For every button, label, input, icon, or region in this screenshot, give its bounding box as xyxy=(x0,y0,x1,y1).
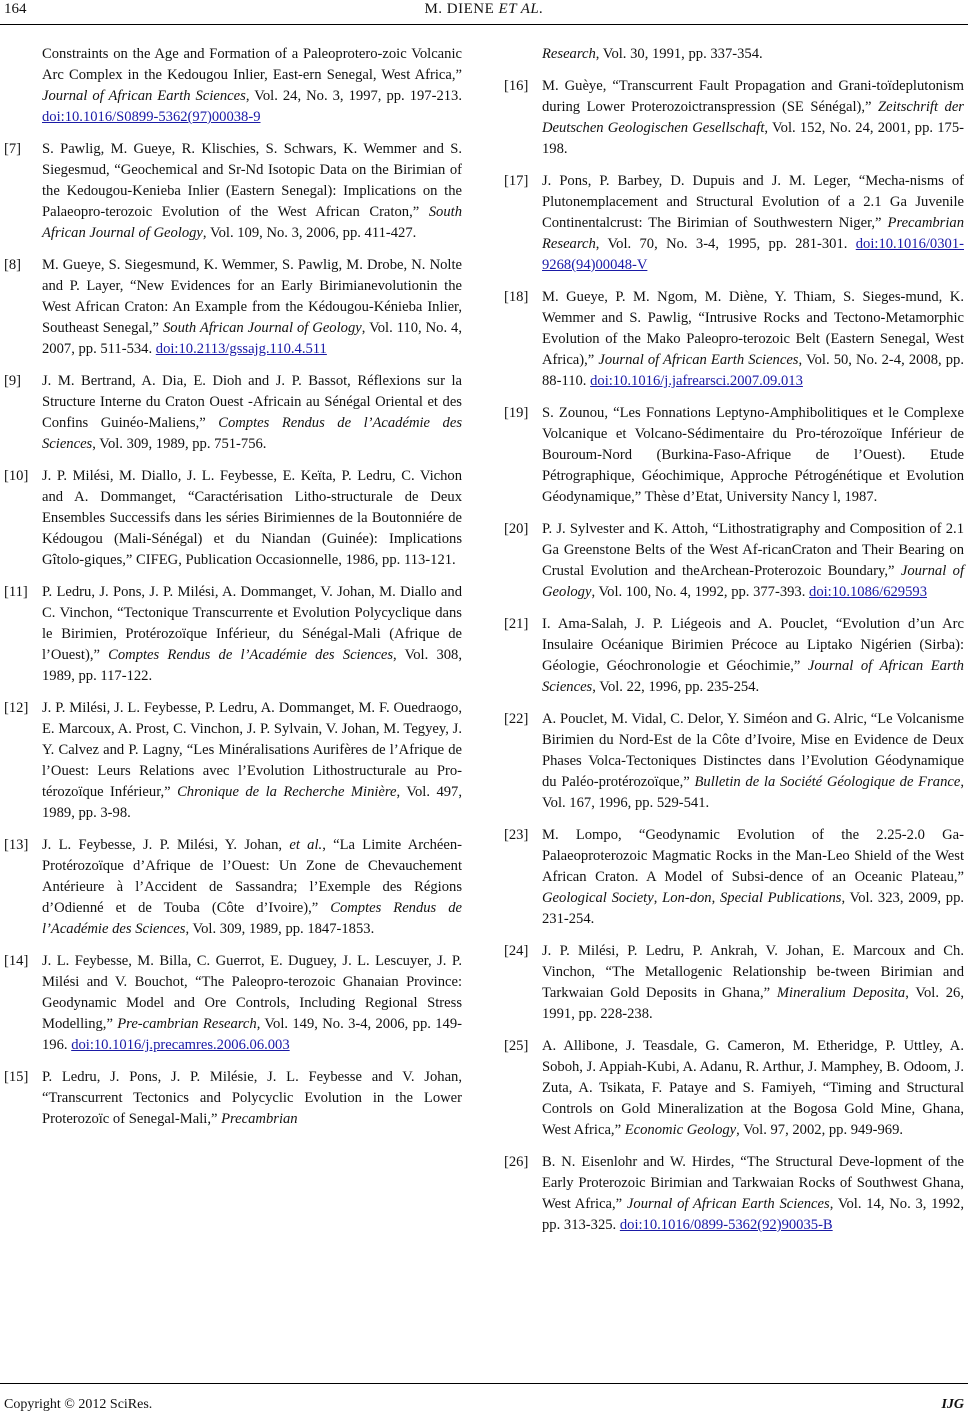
reference-number: [12] xyxy=(4,700,29,716)
reference-italic-text: South African Journal of Geology xyxy=(42,204,462,241)
page-number: 164 xyxy=(4,1,27,17)
running-head-author: M. DIENE xyxy=(424,1,495,17)
reference-item xyxy=(504,1036,964,1141)
reference-plain-text: , Vol. 497, 1989, pp. 3-98. xyxy=(42,784,462,821)
reference-italic-text: Chronique de la Recherche Minière xyxy=(177,784,397,800)
reference-plain-text: P. J. Sylvester and K. Attoh, “Lithostratigraphy and Composition of 2.1 Ga Greenstone Belts of the West Af-ricanCraton and Their Bearing on Crustal Evolution and theArchean-Proterozoic Boundary,” xyxy=(542,521,964,579)
reference-plain-text: , Vol. 26, 1991, pp. 228-238. xyxy=(542,985,964,1022)
reference-item xyxy=(4,582,462,687)
reference-number: [24] xyxy=(504,943,529,959)
reference-text xyxy=(542,405,964,505)
reference-italic-text: Lon-don xyxy=(662,890,712,906)
reference-text xyxy=(542,1154,964,1233)
reference-plain-text: S. Pawlig, M. Gueye, R. Klischies, S. Schwars, K. Wemmer and S. Siegesmud, “Geochemical and Sr-Nd Isotopic Data on the Birimian of the Kedougou-Kenieba Inlier (Eastern Senegal): Implications on the Palaeopro-terozoic Evolution of the West African Craton,” xyxy=(42,141,462,220)
reference-continuation xyxy=(4,44,462,128)
reference-italic-text: Economic Geology xyxy=(624,1122,737,1138)
reference-text xyxy=(542,521,964,600)
reference-number: [10] xyxy=(4,468,29,484)
reference-italic-text: Precambrian Research xyxy=(542,215,964,252)
reference-number: [21] xyxy=(504,616,529,632)
reference-number: [22] xyxy=(504,711,529,727)
reference-text xyxy=(42,257,462,357)
reference-text xyxy=(42,584,462,684)
reference-italic-text: Journal of Geology xyxy=(542,563,964,600)
running-head-etal: ET AL. xyxy=(498,1,544,17)
reference-text xyxy=(42,700,462,821)
reference-plain-text: J. P. Milési, J. L. Feybesse, P. Ledru, A. Dommanget, M. F. Ouedraogo, E. Marcoux, A. Prost, C. Vinchon, J. P. Sylvain, V. Johan, M. Tegyey, J. Y. Calvez and P. Lagny, “Les Minéralisations Aurifères de l’Afrique de l’Ouest: Leurs Relations avec l’Evolution Lithostructurale au Pro-térozoïque Inférieur,” xyxy=(42,700,462,800)
reference-italic-text: Bulletin de la Société Géologique de France xyxy=(694,774,961,790)
reference-plain-text: , Vol. 309, 1989, pp. 751-756. xyxy=(92,436,267,452)
reference-text xyxy=(542,1038,964,1138)
reference-number: [17] xyxy=(504,173,529,189)
reference-italic-text: Comptes Rendus de l’Académie des Sciences xyxy=(42,900,462,937)
page-footer xyxy=(0,1383,968,1413)
reference-plain-text: , Vol. 323, 2009, pp. 231-254. xyxy=(542,890,965,927)
references-right-column xyxy=(504,44,964,1247)
reference-text xyxy=(542,827,964,927)
reference-number: [11] xyxy=(4,584,28,600)
reference-plain-text: I. Ama-Salah, J. P. Liégeois and A. Pouclet, “Evolution d’un Arc Insulaire Océanique Birimien Précoce au Liptako Nigérien (Sirba): Géologie, Géochronologie et Géochimie,” xyxy=(542,616,964,674)
reference-number: [8] xyxy=(4,257,22,273)
doi-link[interactable]: doi:10.1016/j.precamres.2006.06.003 xyxy=(71,1037,290,1053)
reference-italic-text: Pre-cambrian Research xyxy=(117,1016,257,1032)
reference-plain-text: , Vol. 14, No. 3, 1992, pp. 313-325. xyxy=(542,1196,965,1233)
doi-link[interactable]: doi:10.1086/629593 xyxy=(809,584,927,600)
copyright-notice: Copyright © 2012 SciRes. xyxy=(4,1397,153,1412)
reference-plain-text: , “La Limite Archéen-Protérozoïque d’Afrique de l’Ouest: Un Zone de Chevauchement Antérieure à l’Accident de Sassandra; l’Exemple des Régions d’Odienné et de Touba (Côte d’Ivoire),” xyxy=(42,837,462,916)
reference-text xyxy=(542,173,964,273)
reference-number: [20] xyxy=(504,521,529,537)
reference-plain-text: M. Gueye, S. Siegesmund, K. Wemmer, S. Pawlig, M. Drobe, N. Nolte and P. Layer, “New Evidences for an Early Birimianevolutionin the West African Craton: An Example from the Kédougou-Kénieba Inlier, Southeast Senegal,” xyxy=(42,257,462,336)
reference-plain-text: , Vol. 309, 1989, pp. 1847-1853. xyxy=(185,921,375,937)
reference-plain-text: A. Allibone, J. Teasdale, G. Cameron, M. Etheridge, P. Uttley, A. Soboh, J. Appiah-Kubi, A. Adanu, R. Arthur, J. Mamphey, B. Odoom, J. Zuta, A. Tsikata, F. Pataye and S. Famiyeh, “Timing and Structural Controls on Gold Mineralization at the Bogosa Gold Mine, Ghana, West Africa,” xyxy=(542,1038,964,1138)
doi-link[interactable]: doi:10.1016/S0899-5362(97)00038-9 xyxy=(42,109,261,125)
reference-text xyxy=(42,953,462,1053)
reference-plain-text: B. N. Eisenlohr and W. Hirdes, “The Structural Deve-lopment of the Early Proterozoic Birimian and Tarkwaian Rocks of Southwest Ghana, West Africa,” xyxy=(542,1154,964,1212)
reference-italic-text: Journal of African Earth Sciences xyxy=(42,88,246,104)
reference-italic-text: et al. xyxy=(289,837,323,853)
reference-number: [9] xyxy=(4,373,22,389)
reference-number: [23] xyxy=(504,827,529,843)
reference-number: [15] xyxy=(4,1069,29,1085)
reference-item xyxy=(504,825,964,930)
reference-item xyxy=(4,255,462,360)
reference-item xyxy=(4,698,462,824)
doi-link[interactable]: doi:10.2113/gssajg.110.4.511 xyxy=(155,341,327,357)
footer-rule xyxy=(0,1383,968,1384)
reference-italic-text: Journal of African Earth Sciences xyxy=(598,352,799,368)
reference-continuation xyxy=(504,44,964,65)
reference-item xyxy=(504,287,964,392)
reference-item xyxy=(4,835,462,940)
reference-plain-text: J. P. Milési, M. Diallo, J. L. Feybesse, E. Keïta, P. Ledru, C. Vichon and A. Dommanget, “Caractérisation Litho-structurale de Deux Ensembles Successifs dans les séries Birimiennes de la Boutonniére de Kédougou (Mali-Sénégal) et du Niandan (Guinée): Implications Gîtolo-giques,” CIFEG, Publication Occasionnelle, 1986, pp. 113-121. xyxy=(42,468,462,568)
reference-text xyxy=(542,289,964,389)
reference-plain-text: , Vol. 149, No. 3-4, 2006, pp. 149-196. xyxy=(42,1016,462,1053)
reference-item xyxy=(504,519,964,603)
reference-text xyxy=(42,1069,462,1127)
reference-plain-text: P. Ledru, J. Pons, J. P. Milésie, J. L. Feybesse and V. Johan, “Transcurrent Tectonics and Polycyclic Evolution in the Lower Proterozoïc of Senegal-Mali,” xyxy=(42,1069,462,1127)
doi-link[interactable]: doi:10.1016/0899-5362(92)90035-B xyxy=(619,1217,833,1233)
reference-italic-text: Comptes Rendus de l’Académie des Sciences xyxy=(42,415,462,452)
reference-text xyxy=(42,46,462,125)
reference-item xyxy=(504,614,964,698)
reference-plain-text: , Vol. 70, No. 3-4, 1995, pp. 281-301. xyxy=(595,236,856,252)
reference-number: [14] xyxy=(4,953,29,969)
reference-item xyxy=(4,1067,462,1130)
doi-link[interactable]: doi:10.1016/j.jafrearsci.2007.09.013 xyxy=(590,373,803,389)
reference-text xyxy=(42,837,462,937)
reference-plain-text: J. P. Milési, P. Ledru, P. Ankrah, V. Johan, E. Marcoux and Ch. Vinchon, “The Metallogenic Relationship be-tween Birimian and Tarkwaian Gold Deposits in Ghana,” xyxy=(542,943,964,1001)
reference-plain-text: , xyxy=(711,890,720,906)
running-head xyxy=(0,1,968,18)
reference-text xyxy=(42,141,462,241)
reference-item xyxy=(504,709,964,814)
reference-plain-text: M. Lompo, “Geodynamic Evolution of the 2.25-2.0 Ga-Palaeoproterozoic Magmatic Rocks in the Man-Leo Shield of the West African Craton. A Model of Subsi-dence of an Oceanic Plateau,” xyxy=(542,827,964,885)
reference-plain-text: , Vol. 24, No. 3, 1997, pp. 197-213. xyxy=(245,88,462,104)
reference-plain-text: , Vol. 30, 1991, pp. 337-354. xyxy=(595,46,763,62)
reference-italic-text: Mineralium Deposita xyxy=(776,985,906,1001)
reference-item xyxy=(504,171,964,276)
reference-plain-text: , Vol. 97, 2002, pp. 949-969. xyxy=(736,1122,904,1138)
reference-plain-text: J. L. Feybesse, M. Billa, C. Guerrot, E. Duguey, J. L. Lescuyer, J. P. Milési and V. Bouchot, “The Paleopro-terozoic Ghanaian Province: Geodynamic Model and Ore Controls, Including Regional Stress Modelling,” xyxy=(42,953,462,1032)
header-rule xyxy=(0,24,968,25)
reference-item xyxy=(504,403,964,508)
reference-number: [13] xyxy=(4,837,29,853)
reference-item xyxy=(504,941,964,1025)
reference-plain-text: A. Pouclet, M. Vidal, C. Delor, Y. Siméon and G. Alric, “Le Volcanisme Birimien du Nord-Est de la Côte d’Ivoire, Mise en Evidence de Deux Phases Volca-Tectoniques Distinctes dans l’Evolution Géodynamique du Paléo-protérozoïque,” xyxy=(542,711,964,790)
reference-plain-text: P. Ledru, J. Pons, J. P. Milési, A. Dommanget, V. Johan, M. Diallo and C. Vinchon, “Tectonique Transcurrente et Evolution Polycyclique dans le Birimien, Protérozoïque Inférieur, du Sénégal-Mali (Afrique de l’Ouest),” xyxy=(42,584,462,663)
reference-italic-text: Geological Society xyxy=(542,890,654,906)
reference-plain-text: , Vol. 109, No. 3, 2006, pp. 411-427. xyxy=(202,225,417,241)
reference-plain-text: M. Gueye, P. M. Ngom, M. Diène, Y. Thiam, S. Sieges-mund, K. Wemmer and S. Pawlig, “Intrusive Rocks and Tectono-Metamorphic Evolution of the Mako Paleopro-terozoic Belt (Eastern Senegal, West Africa),” xyxy=(542,289,964,368)
journal-abbreviation: IJG xyxy=(941,1397,964,1412)
reference-plain-text: , Vol. 110, No. 4, 2007, pp. 511-534. xyxy=(42,320,463,357)
reference-item xyxy=(4,371,462,455)
reference-item xyxy=(4,139,462,244)
reference-plain-text: , Vol. 22, 1996, pp. 235-254. xyxy=(592,679,760,695)
reference-plain-text: , Vol. 152, No. 24, 2001, pp. 175-198. xyxy=(542,120,964,157)
reference-number: [19] xyxy=(504,405,529,421)
reference-text xyxy=(42,373,462,452)
reference-italic-text: Zeitschrift der Deutschen Geologischen Gesellschaft xyxy=(542,99,964,136)
reference-number: [18] xyxy=(504,289,529,305)
reference-item xyxy=(4,466,462,571)
reference-italic-text: Special Publications xyxy=(719,890,842,906)
doi-link[interactable]: doi:10.1016/0301-9268(94)00048-V xyxy=(542,236,964,273)
references-left-column xyxy=(4,44,462,1141)
reference-plain-text: S. Zounou, “Les Fonnations Leptyno-Amphibolitiques et le Complexe Volcanique et Volcano-Sédimentaire du Pro-térozoïque Inférieur de Bouroum-Nord (Burkina-Faso-Afrique de l’Ouest). Etude Pétrographique, Géochimique, Approche Pétrogénétique et Evolution Géodynamique,” Thèse d’Etat, University Nancy l, 1987. xyxy=(542,405,964,505)
reference-number: [25] xyxy=(504,1038,529,1054)
reference-italic-text: Research xyxy=(542,46,596,62)
reference-plain-text: J. Pons, P. Barbey, D. Dupuis and J. M. Leger, “Mecha-nisms of Plutonemplacement and Structural Evolution of a 2.1 Ga Juvenile Continentalcrust: The Birimian of Southwestern Niger,” xyxy=(542,173,964,231)
reference-plain-text: , Vol. 100, No. 4, 1992, pp. 377-393. xyxy=(591,584,810,600)
reference-text xyxy=(542,711,964,811)
reference-plain-text: , Vol. 50, No. 2-4, 2008, pp. 88-110. xyxy=(542,352,964,389)
reference-plain-text: J. M. Bertrand, A. Dia, E. Dioh and J. P. Bassot, Réflexions sur la Structure Interne du Craton Ouest -Africain au Sénégal Oriental et des Confins Guinéo-Maliens,” xyxy=(42,373,462,431)
reference-plain-text: J. L. Feybesse, J. P. Milési, Y. Johan, xyxy=(42,837,290,853)
reference-italic-text: Precambrian xyxy=(221,1111,298,1127)
reference-number: [26] xyxy=(504,1154,529,1170)
reference-number: [7] xyxy=(4,141,22,157)
page-header xyxy=(0,0,968,30)
reference-text xyxy=(542,46,763,62)
reference-italic-text: Journal of African Earth Sciences xyxy=(542,658,964,695)
reference-number: [16] xyxy=(504,78,529,94)
reference-plain-text: Constraints on the Age and Formation of a Paleoprotero-zoic Volcanic Arc Complex in the Kedougou Inlier, East-ern Senegal, West Africa,” xyxy=(42,46,462,83)
reference-item xyxy=(504,1152,964,1236)
reference-italic-text: Journal of African Earth Sciences xyxy=(626,1196,830,1212)
reference-italic-text: South African Journal of Geology xyxy=(162,320,362,336)
reference-plain-text: M. Guèye, “Transcurrent Fault Propagation and Grani-toïdeplutonism during Lower Proterozoictranspression (SE Sénégal),” xyxy=(542,78,964,115)
reference-text xyxy=(542,78,964,157)
reference-plain-text: , Vol. 308, 1989, pp. 117-122. xyxy=(42,647,462,684)
reference-plain-text: , xyxy=(653,890,663,906)
reference-text xyxy=(542,943,964,1022)
reference-italic-text: Comptes Rendus de l’Académie des Sciences xyxy=(108,647,394,663)
reference-plain-text: , Vol. 167, 1996, pp. 529-541. xyxy=(542,774,964,811)
reference-item xyxy=(4,951,462,1056)
reference-text xyxy=(542,616,964,695)
reference-text xyxy=(42,468,462,568)
reference-item xyxy=(504,76,964,160)
